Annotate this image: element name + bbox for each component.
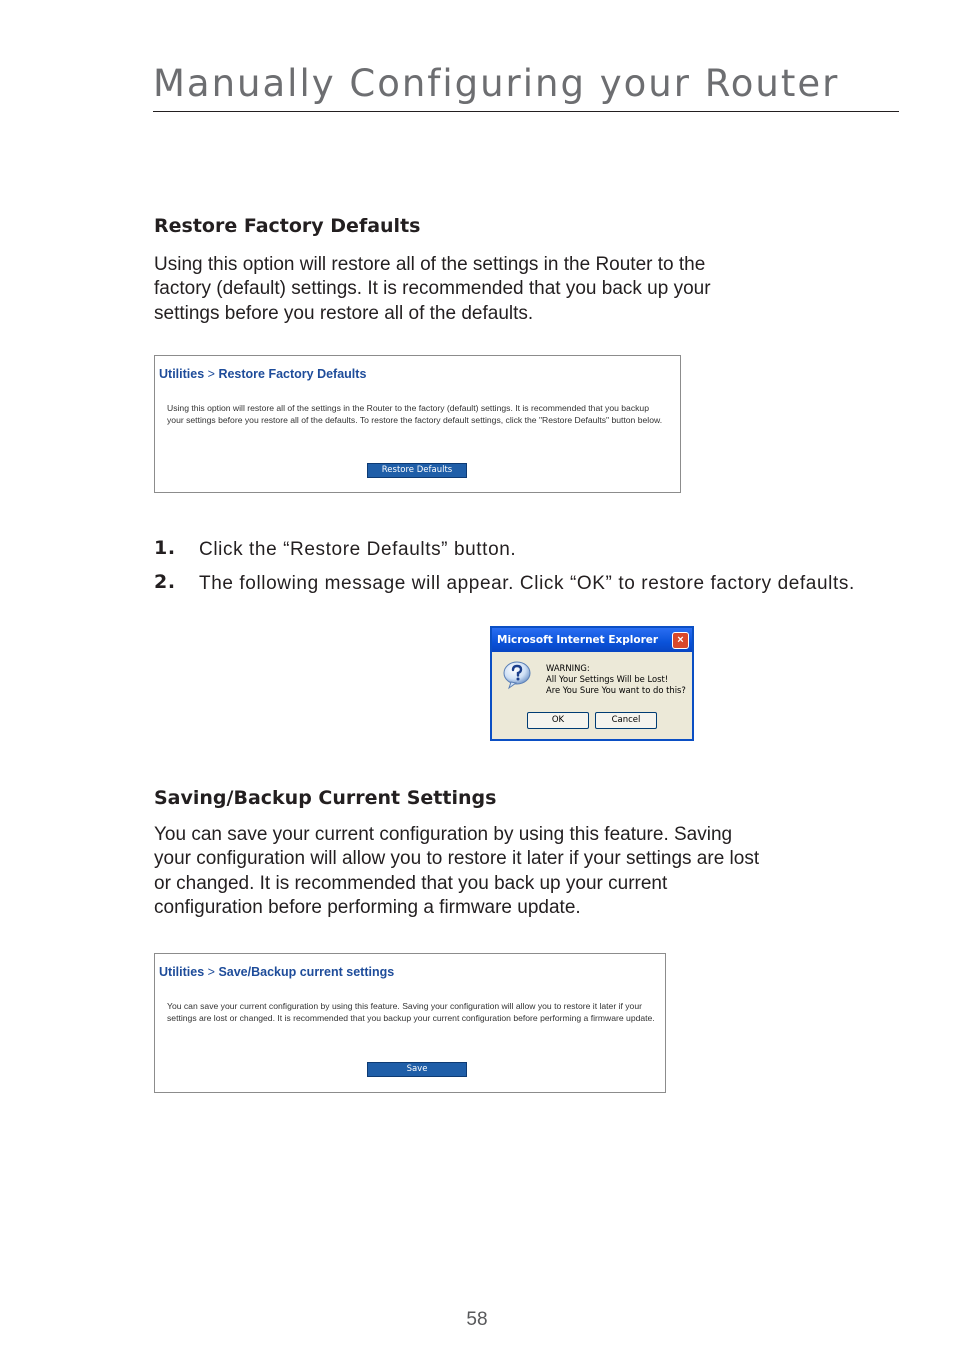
step-text: Click the “Restore Defaults” button. (199, 539, 517, 560)
panel-description: You can save your current configuration by using this feature. Saving your configuration will allow you to restore it later if your settings are lost or changed. It is recommended that you backup your current configuration before performing a firmware update. (167, 1001, 655, 1023)
save-backup-panel (154, 953, 666, 1093)
dialog-message (546, 663, 686, 696)
panel-breadcrumb (159, 965, 394, 979)
step-number: 1. (154, 537, 176, 559)
panel-breadcrumb (159, 367, 366, 381)
breadcrumb-utilities[interactable]: Utilities (159, 965, 205, 979)
breadcrumb-separator: > (207, 965, 215, 979)
question-icon (502, 660, 532, 690)
dialog-titlebar[interactable] (492, 628, 692, 652)
close-icon[interactable]: × (672, 632, 689, 649)
panel-description: Using this option will restore all of the settings in the Router to the factory (default) settings. It is recommended that you backup your settings before you restore all of the defaults. To restore the factory default settings, click the "Restore Defaults" button below. (167, 403, 663, 425)
restore-defaults-button[interactable]: Restore Defaults (367, 463, 467, 478)
ok-button[interactable]: OK (527, 712, 589, 729)
breadcrumb-current-page: Restore Factory Defaults (218, 367, 367, 381)
breadcrumb-utilities[interactable]: Utilities (159, 367, 205, 381)
restore-description: Using this option will restore all of the settings in the Router to the factory (default) settings. It is recommended that you back up your settings before you restore all of the defaults. (154, 254, 711, 324)
breadcrumb-current-page: Save/Backup current settings (218, 965, 395, 979)
step-text: The following message will appear. Click “OK” to restore factory defaults. (199, 573, 855, 594)
restore-heading: Restore Factory Defaults (154, 215, 421, 237)
step-1 (154, 537, 854, 567)
dialog-line: WARNING: (546, 663, 590, 673)
breadcrumb-separator: > (207, 367, 215, 381)
restore-defaults-panel (154, 355, 681, 493)
dialog-line: Are You Sure You want to do this? (546, 685, 686, 695)
page-number: 58 (466, 1309, 488, 1330)
backup-heading: Saving/Backup Current Settings (154, 787, 497, 809)
step-number: 2. (154, 571, 176, 593)
dialog-line: All Your Settings Will be Lost! (546, 674, 669, 684)
ie-confirm-dialog (490, 626, 694, 741)
dialog-title: Microsoft Internet Explorer (497, 634, 659, 646)
backup-description: You can save your current configuration by using this feature. Saving your configuration will allow you to restore it later if your settings are lost or changed. It is recommended that you back up your current configuration before performing a firmware update. (154, 824, 760, 918)
page-header-title: Manually Configuring your Router (153, 62, 840, 105)
cancel-button[interactable]: Cancel (595, 712, 657, 729)
header-divider (153, 111, 899, 112)
step-2 (154, 571, 854, 623)
save-button[interactable]: Save (367, 1062, 467, 1077)
